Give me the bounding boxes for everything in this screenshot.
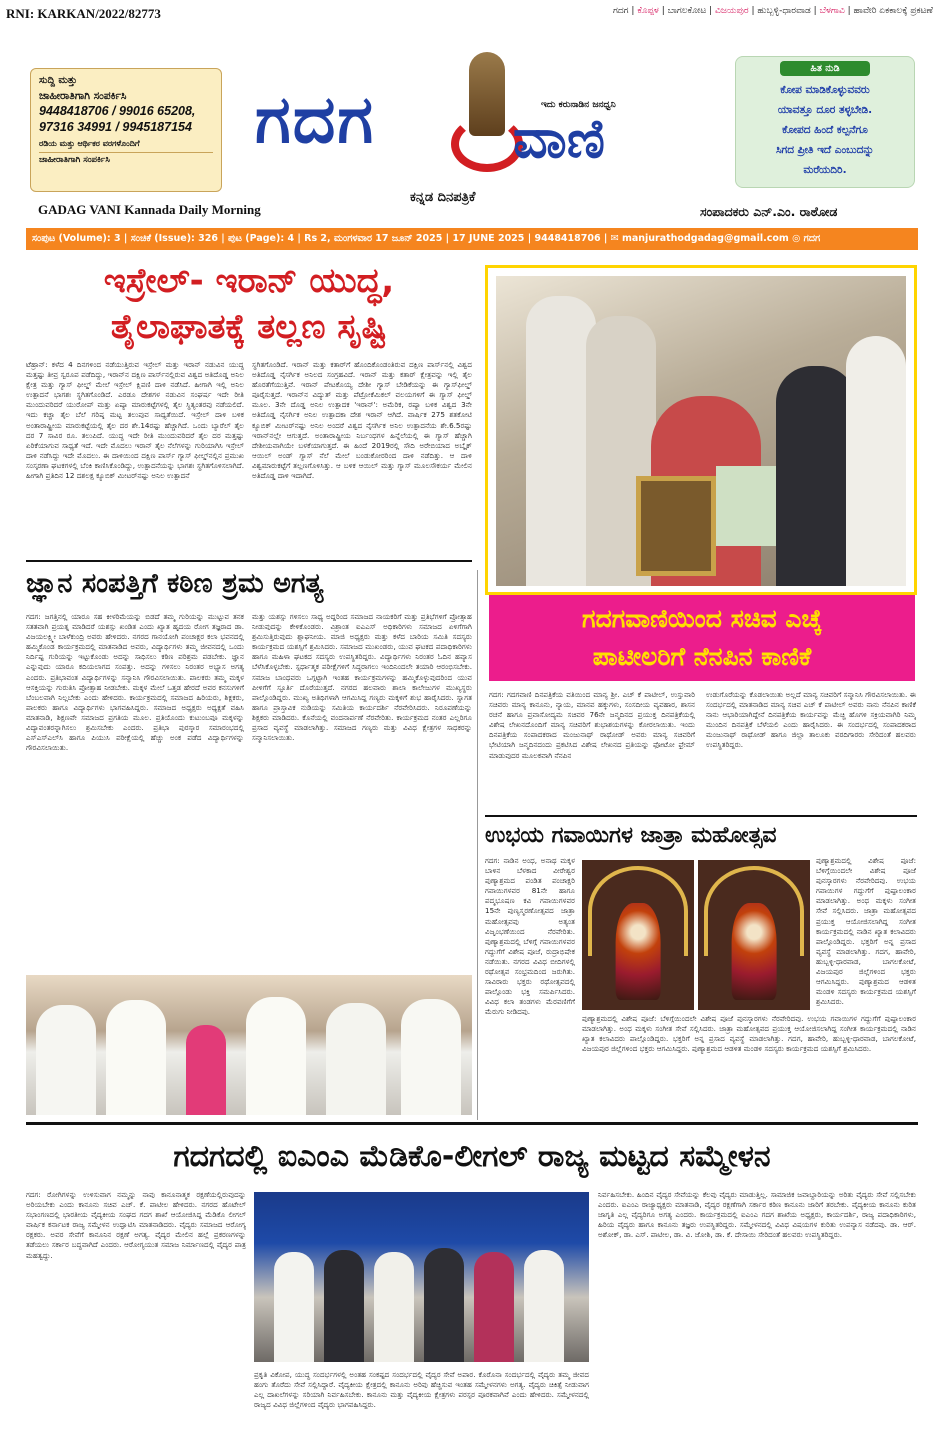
photo-frame-gift: [636, 476, 716, 576]
headline-line: ತೈಲಾಘಾತಕ್ಕೆ ತಲ್ಲಣ ಸೃಷ್ಟಿ: [110, 307, 388, 347]
headline-line: ಇಸ್ರೇಲ್- ಇರಾನ್ ಯುದ್ಧ,: [103, 261, 395, 301]
district-link[interactable]: ಹಾವೇರಿ ಏಕಕಾಲಕ್ಕೆ ಪ್ರಕಟಣೆ: [853, 6, 933, 16]
headline-jatra: ಉಭಯ ಗವಾಯಿಗಳ ಜಾತ್ರಾ ಮಹೋತ್ಸವ: [485, 823, 777, 848]
ad-phones: 97316 34991 / 9945187154: [39, 120, 192, 134]
shrine-photo: [582, 860, 694, 1010]
headline-line: ಗದಗವಾಣಿಯಿಂದ ಸಚಿವ ಎಚ್ಕೆ: [582, 604, 822, 633]
district-link[interactable]: ಬೆಳಗಾವಿ: [819, 6, 845, 16]
photo-person: [324, 1250, 364, 1362]
thought-line: ಯಾವತ್ತೂ ದೂರ ತಳ್ಳಬೇಡಿ.: [777, 104, 873, 116]
shrine-photo: [698, 860, 810, 1010]
ad-line: ರಡಿಯ ಮತ್ತು ಆರ್ಥಿಕರ ವರಗಳೊಂದಿಗೆ: [39, 139, 140, 148]
district-link[interactable]: ಕೊಪ್ಪಳ: [637, 6, 659, 16]
photo-person: [36, 1005, 96, 1115]
story-text: ಟೆಹ್ರಾನ್: ಕಳೆದ 4 ದಿನಗಳಿಂದ ನಡೆಯುತ್ತಿರುವ ಇಸ್ರೇಲ್ ಮತ್ತು ಇರಾನ್ ನಡುವಿನ ಯುದ್ಧ ಮತ್ತಷ್ಟು ತೀವ್ರ ಸ್ವರೂಪ ಪಡೆದಿದ್ದು, ಇರಾನ್‌ನ ದಕ್ಷಿಣ ಪಾರ್ಸ್‌ನಲ್ಲಿರುವ ವಿಶ್ವದ ಅತಿದೊಡ್ಡ ಅನಿಲ ಕ್ಷೇತ್ರ ಮತ್ತು ಗ್ಯಾಸ್ ಫೀಲ್ಡ್ ಮೇಲೆ ಇಸ್ರೇಲ್ ಕ್ಷಿಪಣಿ ದಾಳಿ ನಡೆಸಿದೆ. ಹೀಗಾಗಿ ಇಲ್ಲಿ ಅನಿಲ ಉತ್ಪಾದನೆ ಭಾಗಶಃ ಸ್ಥಗಿತಗೊಂಡಿದೆ. ಎರಡೂ ದೇಶಗಳ ನಡುವಿನ ಸಂಘರ್ಷ ಇದೇ ರೀತಿ ಮುಂದುವರಿದರೆ ಯುರೋಪ್ ಮತ್ತು ಏಷ್ಯಾ ಮಾರುಕಟ್ಟೆಗಳಲ್ಲಿ ತೈಲ ಸ್ಥಿತ್ಯಂತರವು ನಡೆಯಲಿದೆ. ಇದು ಕಚ್ಚಾ ತೈಲ ಬೆಲೆ ಗರಿಷ್ಠ ಮಟ್ಟ ತಲುಪುವ ಸಾಧ್ಯತೆಯಿದೆ. ಇಸ್ರೇಲ್ ದಾಳಿ ಬಳಿಕ ಅಂತಾರಾಷ್ಟ್ರೀಯ ಮಾರುಕಟ್ಟೆಯಲ್ಲಿ ತೈಲ ದರ ಶೇ.14ರಷ್ಟು ಹೆಚ್ಚಾಗಿದೆ. ಒಂದು ಬ್ಯಾರೆಲ್ ತೈಲ ದರ 7 ಸಾವಿರ ರೂ. ತಲುಪಿದೆ. ಯುದ್ಧ ಇದೇ ರೀತಿ ಮುಂದುವರಿದರೆ ತೈಲ ದರ ಮತ್ತಷ್ಟು ಏರಿಕೆಯಾಗುವ ಸಾಧ್ಯತೆ ಇದೆ. ಇದೇ ಮೊದಲು ಇರಾನ್ ತೈಲ ನೆಲೆಗಳನ್ನು ಗುರಿಯಾಗಿಸಿ ಇಸ್ರೇಲ್ ದಾಳಿ ನಡೆಸಿದ್ದು ಇದೇ ಮೊದಲು. ಈ ದಾಳಿಯಿಂದ ದಕ್ಷಿಣ ಪಾರ್ಸ್ ಗ್ಯಾಸ್ ಫೀಲ್ಡ್‌ನಲ್ಲಿನ ಪ್ರಮುಖ ಸಂಸ್ಕರಣಾ ಘಟಕಗಳಲ್ಲಿ ಬೆಂಕಿ ಕಾಣಿಸಿಕೊಂಡಿದ್ದು, ಉತ್ಪಾದನೆಯನ್ನು ಭಾಗಶಃ ಸ್ಥಗಿತಗೊಳಿಸಲಾಗಿದೆ. ಹೀಗಾಗಿ ಪ್ರತಿದಿನ 12 ದಶಲಕ್ಷ ಕ್ಯೂಬಿಕ್ ಮೀಟರ್‌ನಷ್ಟು ಅನಿಲ ಉತ್ಪಾದನೆ: [26, 360, 244, 481]
rni-number: RNI: KARKAN/2022/82773: [6, 6, 161, 21]
masthead-left: ಗದಗ: [255, 81, 376, 158]
photo-person: [401, 999, 461, 1115]
thought-box: [735, 56, 915, 188]
story-text: ಗದಗ: ನಾಡಿನ ಅಂಧ, ಅನಾಥ ಮಕ್ಕಳ ಬಾಳಿನ ಬೆಳಕಾದ ವೀರೇಶ್ವರ ಪುಣ್ಯಾಶ್ರಮದ ಪಂಡಿತ ಪಂಚಾಕ್ಷರಿ ಗವಾಯಿಗಳವರ 81ನೇ ಹಾಗೂ ಪದ್ಮಭೂಷಣ ಕವಿ ಗವಾಯಿಗಳವರ 15ನೇ ಪುಣ್ಯಸ್ಮರಣೋತ್ಸವದ ಜಾತ್ರಾ ಮಹೋತ್ಸವವು ಅತ್ಯಂತ ವಿಜೃಂಭಣೆಯಿಂದ ನೆರವೇರಿತು. ಪುಣ್ಯಾಶ್ರಮದಲ್ಲಿ ಬೆಳಿಗ್ಗೆ ಗವಾಯಿಗಳವರ ಗದ್ದುಗೆಗೆ ವಿಶೇಷ ಪೂಜೆ, ರುದ್ರಾಭಿಷೇಕ ನಡೆಯಿತು. ನಗರದ ವಿವಿಧ ಬೀದಿಗಳಲ್ಲಿ ರಥೋತ್ಸವ ಸಂಭ್ರಮದಿಂದ ಜರುಗಿತು. ಸಾವಿರಾರು ಭಕ್ತರು ರಥೋತ್ಸವದಲ್ಲಿ ಪಾಲ್ಗೊಂಡು ಭಕ್ತಿ ಸಮರ್ಪಿಸಿದರು. ವಿವಿಧ ಕಲಾ ತಂಡಗಳು ಮೆರವಣಿಗೆಗೆ ಮೆರುಗು ನೀಡಿದವು.: [485, 856, 575, 1017]
district-links: ಗದಗ | ಕೊಪ್ಪಳ | ಬಾಗಲಕೋಟ | ವಿಜಯಪುರ | ಹುಬ್ಬಳ್ಳಿ-ಧಾರವಾಡ | ಬೆಳಗಾವಿ | ಹಾವೇರಿ ಏಕಕಾಲಕ್ಕೆ ಪ್ರಕಟಣೆ: [612, 6, 933, 16]
story-text: ಉಡುಗೊರೆಯನ್ನು ಕೊಡಲಾಯಿತು ಅಲ್ಲದೆ ಮಾನ್ಯ ಸಚಿವರಿಗೆ ಸನ್ಮಾನಿಸಿ ಗೌರವಿಸಲಾಯಿತು. ಈ ಸಂದರ್ಭದಲ್ಲಿ ಮಾತನಾಡಿದ ಮಾನ್ಯ ಸಚಿವ ಎಚ್ ಕೆ ಪಾಟೀಲ್ ಅವರು ನಾನು ನೆನಪಿನ ಕಾಣಿಕೆ ನಾನು ಆಭಾರಿಯಾಗಿದ್ದೇನೆ ದಿನಪತ್ರಿಕೆಯ ಕಾರ್ಯವನ್ನು ಮೆಚ್ಚಿ ಹೊಗಳಿ ಸಕ್ರಿಯವಾಗಿರಿ ನಿಮ್ಮ ಮುಂದಿನ ದಿನಪತ್ರಿಕೆ ಬೆಳೆಯಲಿ ಎಂದು ಹಾರೈಸಿದರು. ಈ ಸಂದರ್ಭದಲ್ಲಿ ಸಂಪಾದಕರಾದ ಮಂಜುನಾಥ್ ರಾಥೋಡ್ ಹಾಗೂ ಜಿಲ್ಲಾ ತಾಲೂಕು ವರದಿಗಾರರು ಸೇರಿದಂತೆ ಹಲವರು ಉಪಸ್ಥಿತರಿದ್ದರು.: [706, 690, 916, 750]
photo-person: [274, 1252, 314, 1362]
photo-person: [846, 336, 906, 586]
headline-ima-conference: ಗದಗದಲ್ಲಿ ಐಎಂಎ ಮೆಡಿಕೊ-ಲೀಗಲ್ ರಾಜ್ಯ ಮಟ್ಟದ ಸಮ್ಮೇಳನ: [173, 1139, 771, 1174]
thought-line: ಕೋಪ ಮಾಡಿಕೊಳ್ಳುವವರು: [780, 84, 870, 96]
column-divider: [477, 570, 478, 1120]
district-link[interactable]: ಹುಬ್ಬಳ್ಳಿ-ಧಾರವಾಡ: [757, 6, 811, 16]
divider: [26, 1122, 918, 1125]
photo-person: [524, 1250, 564, 1362]
photo-person: [374, 1252, 414, 1362]
ad-phones: 9448418706 / 99016 65208,: [39, 104, 196, 118]
photo-person: [424, 1248, 464, 1362]
statue-icon: [469, 52, 505, 136]
conference-photo: [254, 1192, 589, 1362]
contact-ad-box: [30, 68, 222, 192]
ad-line: ಜಾಹೀರಾತಿಗಾಗಿ ಸಂಪರ್ಕಿಸಿ: [39, 152, 213, 165]
story-text: ನಿರ್ವಹಿಸಬೇಕು. ಹಿಂದಿನ ವೈದ್ಯರ ಸೇವೆಯನ್ನು ಕೆಲವು ವೈದ್ಯರು ಮಾಡುತ್ತಿಲ್ಲ. ಸಾಮಾಜಿಕ ಜವಾಬ್ದಾರಿಯನ್ನು ಅರಿತು ವೈದ್ಯರು ಸೇವೆ ಸಲ್ಲಿಸಬೇಕು ಎಂದರು. ಐಎಂಎ ರಾಜ್ಯಾಧ್ಯಕ್ಷರು ಮಾತನಾಡಿ, ವೈದ್ಯರ ರಕ್ಷಣೆಗಾಗಿ ಸರ್ಕಾರ ಕಠಿಣ ಕಾನೂನು ಜಾರಿಗೆ ತರಬೇಕು. ವೈದ್ಯಕೀಯ ಕಾನೂನು ಕುರಿತ ಜಾಗೃತಿ ಎಲ್ಲ ವೈದ್ಯರಿಗೂ ಅಗತ್ಯ ಎಂದರು. ಕಾರ್ಯಕ್ರಮದಲ್ಲಿ ಐಎಂಎ ಗದಗ ಶಾಖೆಯ ಅಧ್ಯಕ್ಷರು, ಕಾರ್ಯದರ್ಶಿ, ರಾಜ್ಯ ಪದಾಧಿಕಾರಿಗಳು, ಹಿರಿಯ ವೈದ್ಯರು ಹಾಗೂ ಕಾನೂನು ತಜ್ಞರು ಉಪಸ್ಥಿತರಿದ್ದರು. ಸಮ್ಮೇಳನದಲ್ಲಿ ವಿವಿಧ ವಿಷಯಗಳ ಕುರಿತು ಉಪನ್ಯಾಸ ನಡೆದವು. ಡಾ. ಆರ್. ಅಶೋಕ್, ಡಾ. ಎಸ್. ಪಾಟೀಲ, ಡಾ. ವಿ. ಜೋಶಿ, ಡಾ. ಕೆ. ದೇಸಾಯಿ ಸೇರಿದಂತೆ ಹಲವರು ಉಪಸ್ಥಿತರಿದ್ದರು.: [598, 1190, 916, 1240]
photo-image: [496, 276, 906, 586]
shrine-deity: [616, 903, 661, 1001]
thought-line: ಸಿಗದ ಪ್ರೀತಿ ಇದೆ ಎಂಬುದನ್ನು: [775, 144, 875, 156]
masthead-right: ವಾಣಿ: [513, 107, 605, 170]
photo-person: [106, 1000, 166, 1115]
shrine-deity: [732, 903, 777, 1001]
photo-person: [474, 1252, 514, 1362]
english-name: GADAG VANI Kannada Daily Morning: [38, 202, 261, 217]
event-photo: [26, 975, 472, 1115]
district-link[interactable]: ಗದಗ: [612, 6, 629, 16]
thought-line: ಮರೆಯದಿರಿ.: [803, 164, 847, 176]
story-text: ಗದಗ: ಜಗತ್ತಿನಲ್ಲಿ ಯಾರೂ ಸಹ ಕೀಳರಿಮೆಯನ್ನು ಬಿಡದೆ ತಮ್ಮ ಗುರಿಯನ್ನು ಮುಟ್ಟುವ ತನಕ ಸತತವಾಗಿ ಪ್ರಯತ್ನ ಮಾಡಿದರೆ ಯಶಸ್ಸು ಖಂಡಿತ ಎಂದು ಖ್ಯಾತ ಹೃದಯ ರೋಗ ತಜ್ಞರಾದ ಡಾ. ವಿಜಯಲಕ್ಷ್ಮೀ ಬಾಳೆಕುಂದ್ರಿ ಅವರು ಹೇಳಿದರು. ನಗರದ ಗಾನಯೋಗಿ ಪಂಚಾಕ್ಷರ ಕಲಾ ಭವನದಲ್ಲಿ ಹಮ್ಮಿಕೊಂಡ ಕಾರ್ಯಕ್ರಮದಲ್ಲಿ ಮಾತನಾಡಿದ ಅವರು, ವಿದ್ಯಾರ್ಥಿಗಳು ತಮ್ಮ ಜೀವನದಲ್ಲಿ ಒಂದು ನಿರ್ದಿಷ್ಟ ಗುರಿಯನ್ನು ಇಟ್ಟುಕೊಂಡು ಅದನ್ನು ಸಾಧಿಸಲು ಕಠಿಣ ಪರಿಶ್ರಮ ಪಡಬೇಕು. ಜ್ಞಾನ ಎನ್ನುವುದು ಯಾರೂ ಕದಿಯಲಾಗದ ಸಂಪತ್ತು. ಅದನ್ನು ಗಳಿಸಲು ನಿರಂತರ ಅಭ್ಯಾಸ ಅಗತ್ಯ ಎಂದರು. ಪ್ರತಿಭಾವಂತ ವಿದ್ಯಾರ್ಥಿಗಳನ್ನು ಸನ್ಮಾನಿಸಿ ಗೌರವಿಸಲಾಯಿತು. ಪಾಲಕರು ತಮ್ಮ ಮಕ್ಕಳ ಆಸಕ್ತಿಯನ್ನು ಗುರುತಿಸಿ ಪ್ರೋತ್ಸಾಹ ನೀಡಬೇಕು. ಮಕ್ಕಳ ಮೇಲೆ ಒತ್ತಡ ಹೇರದೆ ಅವರ ಕನಸುಗಳಿಗೆ ಬೆಂಬಲವಾಗಿ ನಿಲ್ಲಬೇಕು ಎಂದು ಹೇಳಿದರು. ಕಾರ್ಯಕ್ರಮದಲ್ಲಿ ಸಮಾಜದ ಹಿರಿಯರು, ಶಿಕ್ಷಕರು, ಪಾಲಕರು ಹಾಗೂ ವಿದ್ಯಾರ್ಥಿಗಳು ಭಾಗವಹಿಸಿದ್ದರು. ಸಮಾಜದ ಅಧ್ಯಕ್ಷರು ಅಧ್ಯಕ್ಷತೆ ವಹಿಸಿ ಮಾತನಾಡಿ, ಶಿಕ್ಷಣವೇ ಸಮಾಜದ ಪ್ರಗತಿಯ ಮೂಲ. ಪ್ರತಿಯೊಂದು ಕುಟುಂಬವೂ ಮಕ್ಕಳನ್ನು ವಿದ್ಯಾವಂತರನ್ನಾಗಿಸಲು ಶ್ರಮಿಸಬೇಕು ಎಂದರು. ಪ್ರತಿಭಾ ಪುರಸ್ಕಾರ ಸಮಾರಂಭದಲ್ಲಿ ಎಸ್‌ಎಸ್‌ಎಲ್‌ಸಿ ಹಾಗೂ ಪಿಯುಸಿ ಪರೀಕ್ಷೆಯಲ್ಲಿ ಹೆಚ್ಚು ಅಂಕ ಪಡೆದ ವಿದ್ಯಾರ್ಥಿಗಳನ್ನು ಗೌರವಿಸಲಾಯಿತು.: [26, 612, 244, 753]
editor-name: ಸಂಪಾದಕರು ಎನ್.ಎಂ. ರಾಠೋಡ: [700, 204, 838, 219]
district-link[interactable]: ವಿಜಯಪುರ: [715, 6, 749, 16]
photo-person: [326, 1003, 386, 1115]
story-text: ಗದಗ: ರೋಗಿಗಳನ್ನು ಉಳಿಸುವಾಗ ನಮ್ಮನ್ನು ನಾವು ಕಾನೂನಾತ್ಮಕ ರಕ್ಷಣೆಯಲ್ಲಿರುವುದನ್ನು ಅರಿಯಬೇಕು ಎಂದು ಕಾನೂನು ಸಚಿವ ಎಚ್. ಕೆ. ಪಾಟೀಲ ಹೇಳಿದರು. ನಗರದ ಹೊಟೇಲ್ ಸಭಾಂಗಣದಲ್ಲಿ ಭಾರತೀಯ ವೈದ್ಯಕೀಯ ಸಂಘದ ಗದಗ ಶಾಖೆ ಆಯೋಜಿಸಿದ್ದ ಮೆಡಿಕೊ ಲೀಗಲ್ ವಾರ್ಷಿಕ ಕರ್ನಾಟಕ ರಾಜ್ಯ ಸಮ್ಮೇಳನ ಉದ್ಘಾಟಿಸಿ ಮಾತನಾಡಿದರು. ವೈದ್ಯರು ಸಮಾಜದ ಆರೋಗ್ಯ ರಕ್ಷಕರು. ಅವರ ಸೇವೆಗೆ ಕಾನೂನಿನ ರಕ್ಷಣೆ ಅಗತ್ಯ. ವೈದ್ಯರ ಮೇಲಿನ ಹಲ್ಲೆ ಪ್ರಕರಣಗಳನ್ನು ತಡೆಯಲು ಸರ್ಕಾರ ಬದ್ಧವಾಗಿದೆ ಎಂದರು. ಆರೋಗ್ಯಯುತ ಸಮಾಜ ನಿರ್ಮಾಣದಲ್ಲಿ ವೈದ್ಯರ ಪಾತ್ರ ಮಹತ್ವದ್ದು.: [26, 1190, 246, 1260]
divider: [26, 560, 472, 562]
headline-knowledge: ಜ್ಞಾನ ಸಂಪತ್ತಿಗೆ ಕಠಿಣ ಶ್ರಮ ಅಗತ್ಯ: [26, 568, 324, 599]
story-text: ಮತ್ತು ಯಶಸ್ಸು ಗಳಿಸಲು ಸಾಧ್ಯ ಅದ್ದರಿಂದ ಸಮಾಜದ ನಾಯಕರಿಗೆ ಮತ್ತು ಪ್ರತಿಭೆಗಳಿಗೆ ಪ್ರೋತ್ಸಾಹ ನೀಡುವುದನ್ನು ಕೇಳಿಕೊಂಡರು. ವಿಶ್ರಾಂತ ಐಎಎಸ್ ಅಧಿಕಾರಿಗಳು ಸಮಾಜದ ಏಳಿಗೆಗಾಗಿ ಶ್ರಮಿಸುತ್ತಿರುವುದು ಶ್ಲಾಘನೀಯ. ಮಾಜಿ ಅಧ್ಯಕ್ಷರು ಮತ್ತು ಕಳೆದ ಬಾರಿಯ ಸಮಿತಿ ಸದಸ್ಯರು ಕಾರ್ಯಕ್ರಮದ ಯಶಸ್ಸಿಗೆ ಶ್ರಮಿಸಿದರು. ಸಮಾಜದ ಮುಖಂಡರು, ಯುವ ಘಟಕದ ಪದಾಧಿಕಾರಿಗಳು ಹಾಗೂ ಮಹಿಳಾ ಘಟಕದ ಸದಸ್ಯರು ಉಪಸ್ಥಿತರಿದ್ದರು. ವಿದ್ಯಾರ್ಥಿಗಳು ನಿರಂತರ ಓದಿನ ಹವ್ಯಾಸ ಬೆಳೆಸಿಕೊಳ್ಳಬೇಕು. ಸ್ಪರ್ಧಾತ್ಮಕ ಪರೀಕ್ಷೆಗಳಿಗೆ ಸಿದ್ಧರಾಗಲು ಇಂದಿನಿಂದಲೇ ತಯಾರಿ ಆರಂಭಿಸಬೇಕು. ಸಮಾಜ ಬಾಂಧವರು ಒಗ್ಗಟ್ಟಾಗಿ ಇಂತಹ ಕಾರ್ಯಕ್ರಮಗಳನ್ನು ಹಮ್ಮಿಕೊಳ್ಳುವುದರಿಂದ ಯುವ ಪೀಳಿಗೆಗೆ ಸ್ಫೂರ್ತಿ ದೊರೆಯುತ್ತದೆ. ನಗರದ ಹಲವಾರು ಶಾಲಾ ಕಾಲೇಜುಗಳ ಮುಖ್ಯಸ್ಥರು ಪಾಲ್ಗೊಂಡಿದ್ದರು. ಮುಖ್ಯ ಅತಿಥಿಗಳಾಗಿ ಆಗಮಿಸಿದ್ದ ಗಣ್ಯರು ಮಕ್ಕಳಿಗೆ ಶುಭ ಹಾರೈಸಿದರು. ಸ್ವಾಗತ ಹಾಗೂ ಪ್ರಾಸ್ತಾವಿಕ ನುಡಿಯನ್ನು ಸಮಿತಿಯ ಕಾರ್ಯದರ್ಶಿ ನೆರವೇರಿಸಿದರು. ನಿರೂಪಣೆಯನ್ನು ಶಿಕ್ಷಕರು ಮಾಡಿದರು. ಕೊನೆಯಲ್ಲಿ ವಂದನಾರ್ಪಣೆ ನೆರವೇರಿತು. ಕಾರ್ಯಕ್ರಮದ ನಂತರ ಎಲ್ಲರಿಗೂ ಪ್ರಸಾದ ವ್ಯವಸ್ಥೆ ಮಾಡಲಾಗಿತ್ತು. ಸಮಾಜದ ಗಣ್ಯರು ಮತ್ತು ವಿವಿಧ ಕ್ಷೇತ್ರಗಳ ಸಾಧಕರನ್ನು ಸನ್ಮಾನಿಸಲಾಯಿತು.: [252, 612, 472, 743]
story-text: ಪುಣ್ಯಾಶ್ರಮದಲ್ಲಿ ವಿಶೇಷ ಪೂಜೆ: ಬೆಳಿಗ್ಗೆಯಿಂದಲೇ ವಿಶೇಷ ಪೂಜೆ ಪುನಸ್ಕಾರಗಳು ನೆರವೇರಿದವು. ಉಭಯ ಗವಾಯಿಗಳ ಗದ್ದುಗೆಗೆ ಪುಷ್ಪಾಲಂಕಾರ ಮಾಡಲಾಗಿತ್ತು. ಅಂಧ ಮಕ್ಕಳು ಸಂಗೀತ ಸೇವೆ ಸಲ್ಲಿಸಿದರು. ಜಾತ್ರಾ ಮಹೋತ್ಸವದ ಪ್ರಯುಕ್ತ ಆಯೋಜಿಸಲಾಗಿದ್ದ ಸಂಗೀತ ಕಾರ್ಯಕ್ರಮದಲ್ಲಿ ನಾಡಿನ ಖ್ಯಾತ ಕಲಾವಿದರು ಪಾಲ್ಗೊಂಡಿದ್ದರು. ಭಕ್ತರಿಗೆ ಅನ್ನ ಪ್ರಸಾದ ವ್ಯವಸ್ಥೆ ಮಾಡಲಾಗಿತ್ತು. ಗದಗ, ಹಾವೇರಿ, ಹುಬ್ಬಳ್ಳಿ-ಧಾರವಾಡ, ಬಾಗಲಕೋಟೆ, ವಿಜಯಪುರ ಜಿಲ್ಲೆಗಳಿಂದ ಭಕ್ತರು ಆಗಮಿಸಿದ್ದರು. ಪುಣ್ಯಾಶ್ರಮದ ಆಡಳಿತ ಮಂಡಳಿ ಸದಸ್ಯರು ಕಾರ್ಯಕ್ರಮದ ಯಶಸ್ಸಿಗೆ ಶ್ರಮಿಸಿದರು.: [582, 1014, 916, 1054]
story-text: ಸ್ಥಗಿತಗೊಂಡಿದೆ. ಇರಾನ್ ಮತ್ತು ಕತಾರ್‌ಗೆ ಹೊಂದಿಕೊಂಡಂತಿರುವ ದಕ್ಷಿಣ ಪಾರ್ಸ್‌ನಲ್ಲಿ ವಿಶ್ವದ ಅತಿದೊಡ್ಡ ನೈಸರ್ಗಿಕ ಅನಿಲದ ಸಂಗ್ರಹವಿದೆ. ಇರಾನ್ ಮತ್ತು ಕತಾರ್ ಕ್ಷೇತ್ರವನ್ನು ಇಲ್ಲಿ ತೈಲ ಹೊರತೆಗೆಯುತ್ತಿವೆ. ಇರಾನ್ ಪೇಟಕೊಯ್ಯ ದೇಶೀ ಗ್ಯಾಸ್ ಬೇಡಿಕೆಯನ್ನು ಈ ಗ್ಯಾಸ್‌ಫೀಲ್ಡ್ ಪೂರೈಸುತ್ತದೆ. ಇರಾನ್‌ನ ವಿದ್ಯುತ್ ಮತ್ತು ಪೆಟ್ರೋಕೆಮಿಕಲ್ ವಲಯಗಳಿಗೆ ಈ ಗ್ಯಾಸ್ ಫೀಲ್ಡ್ ಮೂಲ. 3ನೇ ದೊಡ್ಡ ಅನಿಲ ಉತ್ಪಾದಕ 'ಇರಾನ್': ಅಮೆರಿಕ, ರಷ್ಯಾ ಬಳಿಕ ವಿಶ್ವದ 3ನೇ ಅತಿದೊಡ್ಡ ನೈಸರ್ಗಿಕ ಅನಿಲ ಉತ್ಪಾದಕಾ ದೇಶ ಇರಾನ್ ಆಗಿದೆ. ವಾರ್ಷಿಕ 275 ಶತಕೋಟಿ ಕ್ಯೂಬಿಕ್ ಮೀಟರ್‌ನಷ್ಟು ಅನಿಲ ಅಂದರೆ ವಿಶ್ವದ ನೈಸರ್ಗಿಕ ಅನಿಲ ಉತ್ಪಾದನೆಯ ಶೇ.6.5ರಷ್ಟು ಇರಾನ್‌ನಲ್ಲೇ ಆಗುತ್ತದೆ. ಅಂತಾರಾಷ್ಟ್ರೀಯ ನಿರ್ಬಂಧಗಳ ಹಿನ್ನೆಲೆಯಲ್ಲಿ ಈ ಗ್ಯಾಸ್ ಹೆಚ್ಚಾಗಿ ದೇಶೀಯವಾಗಿಯೇ ಬಳಕೆಯಾಗುತ್ತದೆ. ಈ ಹಿಂದೆ 2019ರಲ್ಲಿ ಸೌದಿ ಅರೇಬಿಯಾದ ಅಬ್ಕೈಕ್ ಆಯಿಲ್ ಅಂಡ್ ಗ್ಯಾಸ್ ನೆಲೆ ಮೇಲೆ ಬಂಡುಕೋರರಿಂದ ದಾಳಿ ನಡೆದಿತ್ತು. ಆ ದಾಳಿ ವಿಶ್ವಮಾರುಕಟ್ಟೆಗೆ ತಲ್ಲಣಗೊಳಿಸಿತ್ತು. ಆ ಬಳಿಕ ಆಯಿಲ್ ಮತ್ತು ಗ್ಯಾಸ್ ಮೂಲಸೌಕರ್ಯ ಮೇಲಿನ ಅತಿದೊಡ್ಡ ದಾಳಿ ಇದಾಗಿದೆ.: [252, 360, 472, 481]
story-text: ಗದಗ: ಗದಗವಾಣಿ ದಿನಪತ್ರಿಕೆಯ ವತಿಯಿಂದ ಮಾನ್ಯ ಶ್ರೀ. ಎಚ್ ಕೆ ಪಾಟೀಲ್, ಉಸ್ತುವಾರಿ ಸಚಿವರು ಮಾನ್ಯ ಕಾನೂನು, ನ್ಯಾಯ, ಮಾನವ ಹಕ್ಕುಗಳು, ಸಂಸದೀಯ ವ್ಯವಹಾರ, ಶಾಸನ ರಚನೆ ಹಾಗೂ ಪ್ರವಾಸೋದ್ಯಮ ಸಚಿವರ 76ನೇ ಜನ್ಮದಿನದ ಪ್ರಯುಕ್ತ ದಿನಪತ್ರಿಕೆಯಲ್ಲಿ ವಿಶೇಷ ಲೇಖನದೊಂದಿಗೆ ಮಾನ್ಯ ಸಚಿವರಿಗೆ ಶುಭಾಶಯಗಳನ್ನು ಕೋರಲಾಯಿತು. ಇಂದು ದಿನಪತ್ರಿಕೆಯ ಸಂಪಾದಕರಾದ ಮಂಜುನಾಥ್ ರಾಥೋಡ್ ಅವರು ಮಾನ್ಯ ಸಚಿವರಿಗೆ ಭೇಟಿಯಾಗಿ ಜನ್ಮದಿನದಂದು ಪ್ರಕಟಿಸಿದ ವಿಶೇಷ ಲೇಖನದ ಪ್ರತಿಯನ್ನು ಫೋಟೋ ಫ್ರೇಮ್ ಮಾಡುವುದರ ಮೂಲಕವಾಗಿ ನೆನಪಿನ: [489, 690, 695, 760]
district-link[interactable]: ಬಾಗಲಕೋಟ: [667, 6, 707, 16]
ad-line: ಸುದ್ದಿ ಮತ್ತು: [39, 75, 78, 86]
divider: [485, 815, 917, 817]
award-photo: [485, 265, 917, 595]
photo-person: [776, 366, 856, 586]
masthead-slogan: ಇದು ಕರುನಾಡಿನ ಜನಧ್ವನಿ: [541, 100, 616, 110]
daily-label: ಕನ್ನಡ ದಿನಪತ್ರಿಕೆ: [410, 190, 476, 205]
photo-person: [246, 997, 306, 1115]
ad-line: ಜಾಹೀರಾತಿಗಾಗಿ ಸಂಪರ್ಕಿಸಿ: [39, 90, 127, 102]
headline-gadagvani-award: [489, 595, 915, 681]
story-text: ಪ್ರಕೃತಿ ವಿಕೋಪ, ಯುದ್ಧ ಸಂದರ್ಭಗಳಲ್ಲಿ ಅಂತಹ ಸಂಕಷ್ಟದ ಸಂದರ್ಭದಲ್ಲಿ ವೈದ್ಯರ ಸೇವೆ ಅಪಾರ. ಕೊರೊನಾ ಸಂದರ್ಭದಲ್ಲಿ ವೈದ್ಯರು ತಮ್ಮ ಜೀವದ ಹಂಗು ತೊರೆದು ಸೇವೆ ಸಲ್ಲಿಸಿದ್ದಾರೆ. ವೈದ್ಯಕೀಯ ಕ್ಷೇತ್ರದಲ್ಲಿ ಕಾನೂನು ಅರಿವು ಹೆಚ್ಚಿಸುವ ಇಂತಹ ಸಮ್ಮೇಳನಗಳು ಅಗತ್ಯ. ವೈದ್ಯರು ಚಿಕಿತ್ಸೆ ನೀಡುವಾಗ ಎಲ್ಲ ದಾಖಲೆಗಳನ್ನು ಸರಿಯಾಗಿ ನಿರ್ವಹಿಸಬೇಕು. ಕಾನೂನು ಮತ್ತು ವೈದ್ಯಕೀಯ ಕ್ಷೇತ್ರಗಳು ಪರಸ್ಪರ ಪೂರಕವಾಗಿವೆ ಎಂದು ಹೇಳಿದರು. ಸಮ್ಮೇಳನದಲ್ಲಿ ರಾಜ್ಯದ ವಿವಿಧ ಜಿಲ್ಲೆಗಳಿಂದ ವೈದ್ಯರು ಭಾಗವಹಿಸಿದ್ದರು.: [254, 1370, 589, 1410]
masthead-logo: [255, 70, 715, 180]
story-text: ಪುಣ್ಯಾಶ್ರಮದಲ್ಲಿ ವಿಶೇಷ ಪೂಜೆ: ಬೆಳಿಗ್ಗೆಯಿಂದಲೇ ವಿಶೇಷ ಪೂಜೆ ಪುನಸ್ಕಾರಗಳು ನೆರವೇರಿದವು. ಉಭಯ ಗವಾಯಿಗಳ ಗದ್ದುಗೆಗೆ ಪುಷ್ಪಾಲಂಕಾರ ಮಾಡಲಾಗಿತ್ತು. ಅಂಧ ಮಕ್ಕಳು ಸಂಗೀತ ಸೇವೆ ಸಲ್ಲಿಸಿದರು. ಜಾತ್ರಾ ಮಹೋತ್ಸವದ ಪ್ರಯುಕ್ತ ಆಯೋಜಿಸಲಾಗಿದ್ದ ಸಂಗೀತ ಕಾರ್ಯಕ್ರಮದಲ್ಲಿ ನಾಡಿನ ಖ್ಯಾತ ಕಲಾವಿದರು ಪಾಲ್ಗೊಂಡಿದ್ದರು. ಭಕ್ತರಿಗೆ ಅನ್ನ ಪ್ರಸಾದ ವ್ಯವಸ್ಥೆ ಮಾಡಲಾಗಿತ್ತು. ಗದಗ, ಹಾವೇರಿ, ಹುಬ್ಬಳ್ಳಿ-ಧಾರವಾಡ, ಬಾಗಲಕೋಟೆ, ವಿಜಯಪುರ ಜಿಲ್ಲೆಗಳಿಂದ ಭಕ್ತರು ಆಗಮಿಸಿದ್ದರು. ಪುಣ್ಯಾಶ್ರಮದ ಆಡಳಿತ ಮಂಡಳಿ ಸದಸ್ಯರು ಕಾರ್ಯಕ್ರಮದ ಯಶಸ್ಸಿಗೆ ಶ್ರಮಿಸಿದರು.: [816, 856, 916, 1006]
headline-israel-iran: [26, 258, 472, 350]
photo-person: [186, 1025, 226, 1115]
thought-title: ಹಿತ ನುಡಿ: [780, 61, 870, 76]
info-strip: ಸಂಪುಟ (Volume): 3 | ಸಂಚಿಕೆ (Issue): 326 | ಪುಟ (Page): 4 | Rs 2, ಮಂಗಳವಾರ 17 ಜೂನ್ 2025 | 17 JUNE 2025 | 9448418706 | ✉ manjurathodgadag@gmail.com ◎ ಗದಗ: [26, 228, 918, 250]
thought-line: ಕೋಪದ ಹಿಂದೆ ಕಲ್ಪನೆಗೂ: [782, 124, 868, 136]
headline-line: ಪಾಟೀಲರಿಗೆ ನೆನಪಿನ ಕಾಣಿಕೆ: [592, 642, 812, 671]
